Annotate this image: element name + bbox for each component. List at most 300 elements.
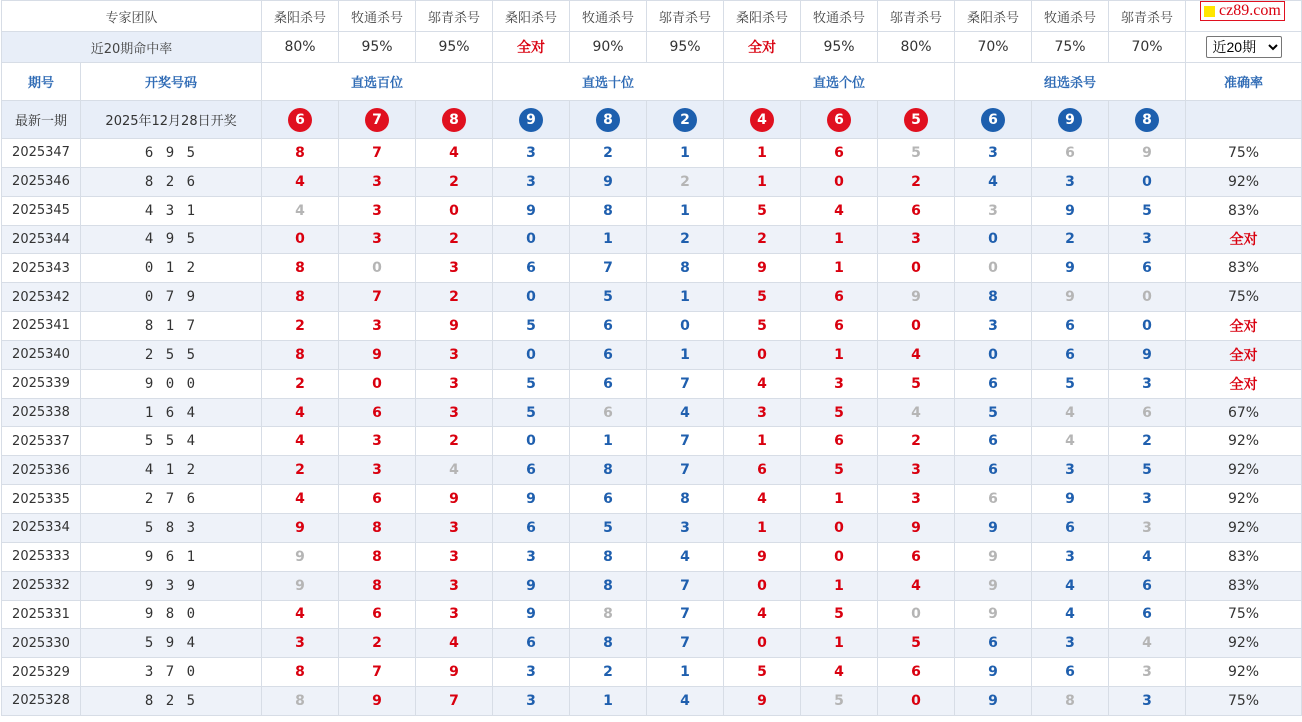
- hit-rate: 80%: [878, 32, 955, 63]
- kill-number-cell: 2: [416, 167, 493, 196]
- latest-ball-cell: [878, 101, 955, 139]
- kill-number-cell: 8: [647, 254, 724, 283]
- kill-number-cell: 0: [878, 687, 955, 716]
- period-cell: 2025345: [2, 196, 81, 225]
- accuracy-cell: 92%: [1186, 456, 1302, 485]
- expert-kill-table: [1, 0, 1302, 716]
- kill-number-cell: 9: [493, 196, 570, 225]
- draw-number-cell: 9 6 1: [81, 542, 262, 571]
- kill-number-cell: 4: [262, 167, 339, 196]
- expert-name: 邬青杀号: [647, 1, 724, 32]
- hit-rate: 95%: [416, 32, 493, 63]
- kill-number-cell: 9: [1032, 254, 1109, 283]
- blue-ball: 8: [596, 108, 620, 132]
- kill-number-cell: 4: [647, 687, 724, 716]
- kill-number-cell: 3: [416, 369, 493, 398]
- blue-ball: 6: [981, 108, 1005, 132]
- red-ball: 6: [288, 108, 312, 132]
- blue-ball: 8: [1135, 108, 1159, 132]
- kill-number-cell: 0: [878, 600, 955, 629]
- kill-number-cell: 7: [647, 571, 724, 600]
- expert-name: 邬青杀号: [416, 1, 493, 32]
- kill-number-cell: 0: [416, 196, 493, 225]
- draw-number-cell: 0 1 2: [81, 254, 262, 283]
- kill-number-cell: 1: [647, 283, 724, 312]
- kill-number-cell: 6: [1032, 340, 1109, 369]
- period-cell: 2025329: [2, 658, 81, 687]
- hit-rate: 70%: [1109, 32, 1186, 63]
- kill-number-cell: 6: [1109, 571, 1186, 600]
- table-row: [2, 139, 1302, 168]
- red-ball: 5: [904, 108, 928, 132]
- latest-label: 最新一期: [2, 101, 81, 139]
- kill-number-cell: 6: [570, 369, 647, 398]
- kill-number-cell: 1: [801, 629, 878, 658]
- kill-number-cell: 2: [1032, 225, 1109, 254]
- period-cell: 2025341: [2, 312, 81, 341]
- kill-number-cell: 4: [647, 398, 724, 427]
- kill-number-cell: 5: [493, 398, 570, 427]
- kill-number-cell: 3: [416, 254, 493, 283]
- expert-name: 牧通杀号: [801, 1, 878, 32]
- kill-number-cell: 8: [262, 340, 339, 369]
- period-cell: 2025331: [2, 600, 81, 629]
- kill-number-cell: 9: [878, 283, 955, 312]
- kill-number-cell: 9: [493, 485, 570, 514]
- kill-number-cell: 3: [339, 456, 416, 485]
- kill-number-cell: 1: [647, 340, 724, 369]
- draw-number-cell: 6 9 5: [81, 139, 262, 168]
- kill-number-cell: 3: [1032, 167, 1109, 196]
- kill-number-cell: 0: [801, 167, 878, 196]
- kill-number-cell: 3: [801, 369, 878, 398]
- kill-number-cell: 5: [724, 196, 801, 225]
- kill-number-cell: 4: [878, 398, 955, 427]
- hit-rate: 95%: [339, 32, 416, 63]
- table-row: [2, 283, 1302, 312]
- team-label: 专家团队: [2, 1, 262, 32]
- kill-number-cell: 2: [416, 283, 493, 312]
- kill-number-cell: 4: [416, 456, 493, 485]
- kill-number-cell: 8: [955, 283, 1032, 312]
- hit-rate: 95%: [801, 32, 878, 63]
- kill-number-cell: 3: [1032, 629, 1109, 658]
- kill-number-cell: 0: [1109, 167, 1186, 196]
- kill-number-cell: 8: [339, 571, 416, 600]
- table-row: [2, 398, 1302, 427]
- kill-number-cell: 5: [801, 600, 878, 629]
- kill-number-cell: 5: [878, 629, 955, 658]
- kill-number-cell: 3: [1109, 513, 1186, 542]
- kill-number-cell: 8: [647, 485, 724, 514]
- accuracy-cell: 92%: [1186, 485, 1302, 514]
- accuracy-cell: 75%: [1186, 283, 1302, 312]
- hit-rate: 75%: [1032, 32, 1109, 63]
- hit-rate-row: [2, 32, 1302, 63]
- latest-accuracy-cell: [1186, 101, 1302, 139]
- period-cell: 2025335: [2, 485, 81, 514]
- kill-number-cell: 8: [262, 139, 339, 168]
- kill-number-cell: 3: [1032, 542, 1109, 571]
- kill-number-cell: 1: [647, 196, 724, 225]
- draw-number-cell: 0 7 9: [81, 283, 262, 312]
- latest-ball-cell: [570, 101, 647, 139]
- kill-number-cell: 5: [801, 687, 878, 716]
- kill-number-cell: 2: [570, 658, 647, 687]
- kill-number-cell: 4: [262, 600, 339, 629]
- kill-number-cell: 0: [878, 254, 955, 283]
- kill-number-cell: 9: [493, 600, 570, 629]
- kill-number-cell: 8: [570, 629, 647, 658]
- table-row: [2, 658, 1302, 687]
- kill-number-cell: 9: [493, 571, 570, 600]
- kill-number-cell: 4: [1109, 542, 1186, 571]
- kill-number-cell: 6: [493, 456, 570, 485]
- kill-number-cell: 7: [339, 139, 416, 168]
- kill-number-cell: 6: [878, 658, 955, 687]
- period-cell: 2025343: [2, 254, 81, 283]
- col-draw-header: 开奖号码: [81, 63, 262, 101]
- kill-number-cell: 6: [493, 254, 570, 283]
- kill-number-cell: 6: [1109, 398, 1186, 427]
- kill-number-cell: 2: [647, 225, 724, 254]
- hit-rate: 70%: [955, 32, 1032, 63]
- period-cell: 2025339: [2, 369, 81, 398]
- kill-number-cell: 3: [262, 629, 339, 658]
- period-cell: 2025347: [2, 139, 81, 168]
- table-row: [2, 312, 1302, 341]
- kill-number-cell: 3: [647, 513, 724, 542]
- kill-number-cell: 3: [339, 167, 416, 196]
- kill-number-cell: 3: [493, 687, 570, 716]
- expert-name: 桑阳杀号: [955, 1, 1032, 32]
- hit-rate-label: 近20期命中率: [2, 32, 262, 63]
- kill-number-cell: 9: [416, 485, 493, 514]
- kill-number-cell: 3: [416, 571, 493, 600]
- period-cell: 2025344: [2, 225, 81, 254]
- kill-number-cell: 9: [262, 571, 339, 600]
- kill-number-cell: 6: [570, 485, 647, 514]
- kill-number-cell: 3: [955, 139, 1032, 168]
- kill-number-cell: 2: [262, 369, 339, 398]
- period-cell: 2025336: [2, 456, 81, 485]
- table-row: [2, 427, 1302, 456]
- kill-number-cell: 1: [724, 139, 801, 168]
- kill-number-cell: 4: [1032, 427, 1109, 456]
- kill-number-cell: 1: [801, 254, 878, 283]
- kill-number-cell: 9: [955, 571, 1032, 600]
- draw-number-cell: 1 6 4: [81, 398, 262, 427]
- latest-ball-cell: [724, 101, 801, 139]
- expert-name-row: [2, 1, 1302, 32]
- table-row: [2, 485, 1302, 514]
- period-cell: 2025334: [2, 513, 81, 542]
- kill-number-cell: 3: [416, 398, 493, 427]
- kill-number-cell: 2: [262, 312, 339, 341]
- kill-number-cell: 4: [1032, 398, 1109, 427]
- latest-ball-cell: [647, 101, 724, 139]
- kill-number-cell: 9: [955, 600, 1032, 629]
- kill-number-cell: 6: [1032, 513, 1109, 542]
- kill-number-cell: 3: [1032, 456, 1109, 485]
- kill-number-cell: 0: [955, 254, 1032, 283]
- kill-number-cell: 9: [1109, 139, 1186, 168]
- kill-number-cell: 9: [955, 513, 1032, 542]
- kill-number-cell: 9: [570, 167, 647, 196]
- kill-number-cell: 4: [878, 340, 955, 369]
- kill-number-cell: 6: [955, 427, 1032, 456]
- accuracy-cell: 75%: [1186, 687, 1302, 716]
- kill-number-cell: 0: [801, 542, 878, 571]
- logo-text: cz89.com: [1219, 2, 1281, 19]
- latest-ball-cell: [339, 101, 416, 139]
- period-range-select[interactable]: [1206, 36, 1282, 58]
- kill-number-cell: 4: [416, 139, 493, 168]
- kill-number-cell: 3: [416, 600, 493, 629]
- kill-number-cell: 0: [801, 513, 878, 542]
- table-row: [2, 513, 1302, 542]
- kill-number-cell: 3: [493, 658, 570, 687]
- kill-number-cell: 4: [1032, 571, 1109, 600]
- kill-number-cell: 6: [878, 196, 955, 225]
- kill-number-cell: 8: [1032, 687, 1109, 716]
- accuracy-cell: 67%: [1186, 398, 1302, 427]
- kill-number-cell: 6: [1032, 658, 1109, 687]
- accuracy-cell: 全对: [1186, 340, 1302, 369]
- kill-number-cell: 3: [416, 542, 493, 571]
- kill-number-cell: 3: [416, 340, 493, 369]
- period-select-cell: [1186, 32, 1302, 63]
- latest-ball-cell: [416, 101, 493, 139]
- accuracy-cell: 92%: [1186, 513, 1302, 542]
- latest-ball-cell: [1109, 101, 1186, 139]
- kill-number-cell: 2: [262, 456, 339, 485]
- draw-number-cell: 2 5 5: [81, 340, 262, 369]
- kill-number-cell: 3: [1109, 485, 1186, 514]
- accuracy-cell: 92%: [1186, 427, 1302, 456]
- kill-number-cell: 9: [262, 542, 339, 571]
- expert-name: 牧通杀号: [339, 1, 416, 32]
- kill-number-cell: 7: [647, 600, 724, 629]
- kill-number-cell: 3: [1109, 225, 1186, 254]
- kill-number-cell: 1: [570, 687, 647, 716]
- kill-number-cell: 6: [955, 369, 1032, 398]
- red-ball: 7: [365, 108, 389, 132]
- kill-number-cell: 9: [724, 687, 801, 716]
- kill-number-cell: 3: [339, 427, 416, 456]
- kill-number-cell: 8: [570, 456, 647, 485]
- period-cell: 2025333: [2, 542, 81, 571]
- kill-number-cell: 5: [570, 283, 647, 312]
- kill-number-cell: 4: [724, 600, 801, 629]
- kill-number-cell: 6: [570, 340, 647, 369]
- kill-number-cell: 9: [339, 687, 416, 716]
- kill-number-cell: 0: [724, 340, 801, 369]
- table-row: [2, 456, 1302, 485]
- kill-number-cell: 6: [339, 398, 416, 427]
- kill-number-cell: 3: [724, 398, 801, 427]
- hit-rate: 95%: [647, 32, 724, 63]
- kill-number-cell: 3: [955, 312, 1032, 341]
- latest-ball-cell: [493, 101, 570, 139]
- kill-number-cell: 8: [262, 254, 339, 283]
- kill-number-cell: 3: [339, 225, 416, 254]
- hit-rate: 90%: [570, 32, 647, 63]
- draw-number-cell: 9 3 9: [81, 571, 262, 600]
- kill-number-cell: 4: [955, 167, 1032, 196]
- accuracy-cell: 83%: [1186, 196, 1302, 225]
- draw-number-cell: 9 0 0: [81, 369, 262, 398]
- kill-number-cell: 4: [878, 571, 955, 600]
- kill-number-cell: 3: [416, 513, 493, 542]
- kill-number-cell: 1: [801, 225, 878, 254]
- period-cell: 2025340: [2, 340, 81, 369]
- draw-number-cell: 4 3 1: [81, 196, 262, 225]
- table-row: [2, 600, 1302, 629]
- kill-number-cell: 4: [724, 369, 801, 398]
- blue-ball: 9: [1058, 108, 1082, 132]
- kill-number-cell: 7: [339, 283, 416, 312]
- kill-number-cell: 9: [416, 658, 493, 687]
- kill-number-cell: 8: [262, 687, 339, 716]
- kill-number-cell: 2: [878, 167, 955, 196]
- kill-number-cell: 1: [570, 427, 647, 456]
- kill-number-cell: 5: [801, 456, 878, 485]
- kill-number-cell: 2: [339, 629, 416, 658]
- table-row: [2, 542, 1302, 571]
- kill-number-cell: 5: [955, 398, 1032, 427]
- kill-number-cell: 0: [493, 340, 570, 369]
- kill-number-cell: 0: [878, 312, 955, 341]
- kill-number-cell: 3: [1109, 687, 1186, 716]
- kill-number-cell: 2: [724, 225, 801, 254]
- kill-number-cell: 4: [262, 485, 339, 514]
- kill-number-cell: 5: [1109, 456, 1186, 485]
- kill-number-cell: 1: [801, 340, 878, 369]
- col-hundreds-header: 直选百位: [262, 63, 493, 101]
- kill-number-cell: 4: [801, 658, 878, 687]
- table-row: [2, 254, 1302, 283]
- period-cell: 2025346: [2, 167, 81, 196]
- kill-number-cell: 0: [1109, 283, 1186, 312]
- kill-number-cell: 2: [416, 427, 493, 456]
- kill-number-cell: 5: [724, 283, 801, 312]
- table-row: [2, 225, 1302, 254]
- draw-number-cell: 9 8 0: [81, 600, 262, 629]
- latest-date: 2025年12月28日开奖: [81, 101, 262, 139]
- kill-number-cell: 2: [647, 167, 724, 196]
- accuracy-cell: 92%: [1186, 167, 1302, 196]
- hit-rate: 80%: [262, 32, 339, 63]
- kill-number-cell: 1: [724, 513, 801, 542]
- kill-number-cell: 9: [262, 513, 339, 542]
- kill-number-cell: 6: [1032, 312, 1109, 341]
- column-header-row: [2, 63, 1302, 101]
- draw-number-cell: 5 5 4: [81, 427, 262, 456]
- accuracy-cell: 全对: [1186, 312, 1302, 341]
- accuracy-cell: 92%: [1186, 629, 1302, 658]
- kill-number-cell: 8: [262, 658, 339, 687]
- kill-number-cell: 9: [1032, 283, 1109, 312]
- kill-number-cell: 6: [1032, 139, 1109, 168]
- kill-number-cell: 2: [1109, 427, 1186, 456]
- kill-number-cell: 6: [339, 485, 416, 514]
- kill-number-cell: 9: [955, 687, 1032, 716]
- accuracy-cell: 75%: [1186, 139, 1302, 168]
- expert-name: 牧通杀号: [1032, 1, 1109, 32]
- kill-number-cell: 0: [724, 629, 801, 658]
- kill-number-cell: 1: [570, 225, 647, 254]
- kill-number-cell: 0: [955, 225, 1032, 254]
- expert-name: 桑阳杀号: [493, 1, 570, 32]
- latest-draw-row: [2, 101, 1302, 139]
- kill-number-cell: 7: [647, 629, 724, 658]
- expert-name: 邬青杀号: [878, 1, 955, 32]
- col-tens-header: 直选十位: [493, 63, 724, 101]
- kill-number-cell: 6: [801, 312, 878, 341]
- kill-number-cell: 5: [724, 312, 801, 341]
- latest-ball-cell: [262, 101, 339, 139]
- kill-number-cell: 9: [339, 340, 416, 369]
- accuracy-cell: 92%: [1186, 658, 1302, 687]
- kill-number-cell: 9: [1032, 485, 1109, 514]
- kill-number-cell: 1: [647, 139, 724, 168]
- kill-number-cell: 6: [801, 139, 878, 168]
- period-cell: 2025332: [2, 571, 81, 600]
- kill-number-cell: 8: [339, 542, 416, 571]
- kill-number-cell: 7: [647, 456, 724, 485]
- accuracy-cell: 75%: [1186, 600, 1302, 629]
- kill-number-cell: 8: [570, 600, 647, 629]
- accuracy-cell: 83%: [1186, 571, 1302, 600]
- table-row: [2, 196, 1302, 225]
- hit-rate: 全对: [724, 32, 801, 63]
- kill-number-cell: 1: [647, 658, 724, 687]
- kill-number-cell: 6: [878, 542, 955, 571]
- red-ball: 6: [827, 108, 851, 132]
- kill-number-cell: 0: [339, 254, 416, 283]
- site-logo[interactable]: [1200, 1, 1285, 21]
- kill-number-cell: 3: [493, 542, 570, 571]
- kill-number-cell: 4: [801, 196, 878, 225]
- kill-number-cell: 4: [1032, 600, 1109, 629]
- kill-number-cell: 8: [339, 513, 416, 542]
- kill-number-cell: 9: [955, 542, 1032, 571]
- red-ball: 4: [750, 108, 774, 132]
- kill-number-cell: 9: [416, 312, 493, 341]
- kill-number-cell: 6: [801, 427, 878, 456]
- kill-number-cell: 6: [1109, 254, 1186, 283]
- kill-number-cell: 6: [801, 283, 878, 312]
- kill-number-cell: 5: [1109, 196, 1186, 225]
- kill-number-cell: 1: [724, 167, 801, 196]
- period-cell: 2025328: [2, 687, 81, 716]
- expert-name: 桑阳杀号: [262, 1, 339, 32]
- kill-number-cell: 8: [570, 542, 647, 571]
- table-row: [2, 340, 1302, 369]
- kill-number-cell: 6: [724, 456, 801, 485]
- kill-number-cell: 1: [724, 427, 801, 456]
- latest-ball-cell: [801, 101, 878, 139]
- kill-number-cell: 9: [724, 254, 801, 283]
- kill-number-cell: 3: [878, 225, 955, 254]
- expert-name: 牧通杀号: [570, 1, 647, 32]
- hit-rate: 全对: [493, 32, 570, 63]
- kill-number-cell: 5: [493, 312, 570, 341]
- kill-number-cell: 0: [955, 340, 1032, 369]
- kill-number-cell: 5: [724, 658, 801, 687]
- col-accuracy-header: 准确率: [1186, 63, 1302, 101]
